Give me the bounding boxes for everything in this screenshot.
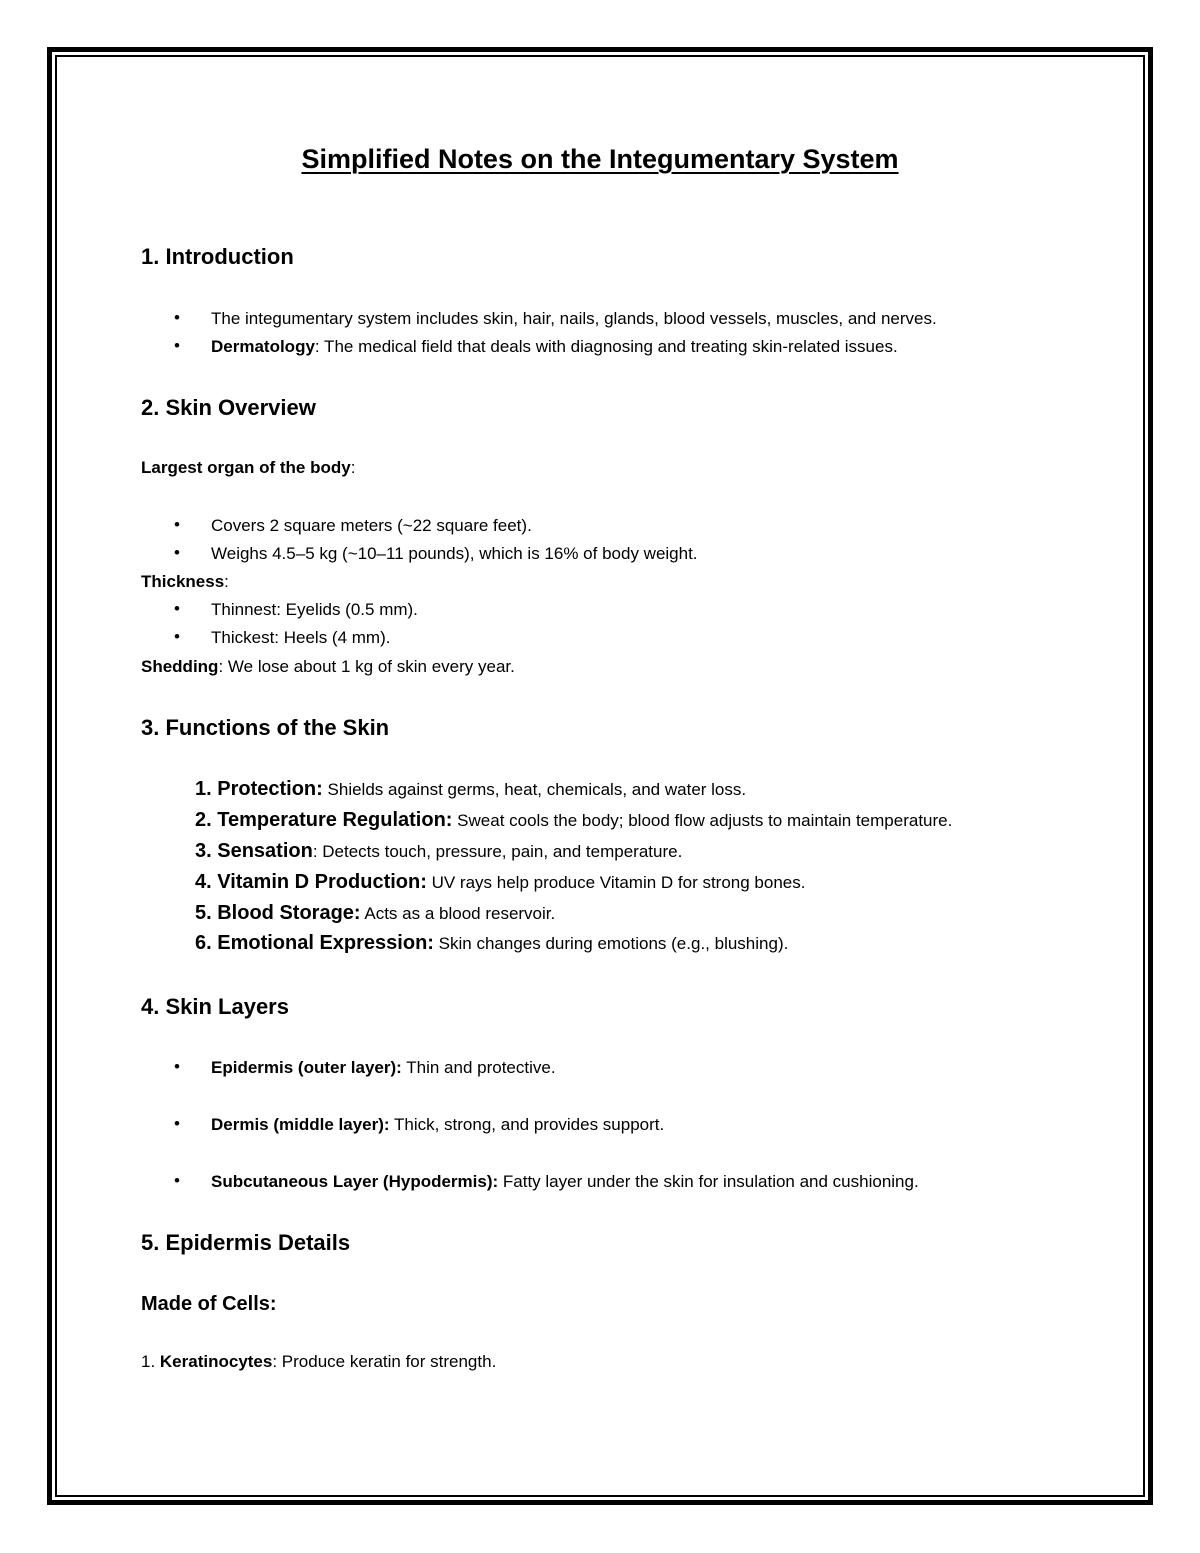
layer-bullet-dermis [211,1115,664,1135]
function-label: 2. Temperature Regulation: [195,809,453,831]
section-heading-introduction: 1. Introduction [141,244,294,269]
shedding-text: : We lose about 1 kg of skin every year. [218,657,515,676]
largest-organ-label [141,458,355,478]
bullet-icon: • [174,599,180,618]
bullet-icon: • [174,1171,180,1190]
layer-bullet-hypodermis [211,1172,919,1192]
section-heading-functions: 3. Functions of the Skin [141,715,390,740]
document-title: Simplified Notes on the Integumentary System [301,144,899,174]
function-item-protection [195,778,746,801]
largest-bullet-2: Weighs 4.5–5 kg (~10–11 pounds), which is 16% of body weight. [211,544,698,563]
layer-text: Thin and protective. [401,1058,556,1077]
layer-term: Subcutaneous Layer (Hypodermis): [211,1172,499,1191]
bullet-icon: • [174,543,180,562]
section-heading-skin-overview: 2. Skin Overview [141,395,316,420]
thickness-bullet-1: Thinnest: Eyelids (0.5 mm). [211,600,418,619]
function-item-blood-storage [195,902,555,925]
section-heading-epidermis-details: 5. Epidermis Details [141,1230,351,1255]
cell-item-keratinocytes [141,1352,496,1372]
function-label: 5. Blood Storage: [195,902,361,924]
function-text: Shields against germs, heat, chemicals, and water loss. [322,780,747,799]
bullet-icon: • [174,627,180,646]
section-heading-skin-layers: 4. Skin Layers [141,994,289,1019]
bullet-icon: • [174,308,180,327]
thickness-colon: : [224,572,229,591]
intro-bullet-2-term: Dermatology [211,337,315,356]
cell-item-term: Keratinocytes [159,1352,273,1371]
bullet-icon: • [174,1057,180,1076]
cell-item-number: 1. [141,1352,160,1371]
intro-bullet-2-text: : The medical field that deals with diagnosing and treating skin-related issues. [314,337,898,356]
layer-bullet-epidermis [211,1058,556,1078]
thickness-label [141,572,229,592]
function-label: 1. Protection: [195,778,323,800]
layer-text: Thick, strong, and provides support. [389,1115,665,1134]
function-label: 4. Vitamin D Production: [195,871,427,893]
bullet-icon: • [174,515,180,534]
layer-text: Fatty layer under the skin for insulation and cushioning. [498,1172,919,1191]
function-label: 3. Sensation [195,840,313,862]
shedding-line [141,657,515,677]
function-item-sensation [195,840,682,863]
intro-bullet-1 [211,309,937,329]
bullet-icon: • [174,336,180,355]
bullet-icon: • [174,1114,180,1133]
shedding-term: Shedding [141,657,219,676]
function-text: : Detects touch, pressure, pain, and temperature. [312,842,683,861]
layer-term: Epidermis (outer layer): [211,1058,402,1077]
page-border-inner [55,55,1145,1497]
largest-organ-term: Largest organ of the body [141,458,351,477]
largest-organ-colon: : [350,458,356,477]
cell-item-text: : Produce keratin for strength. [272,1352,497,1371]
function-text: Skin changes during emotions (e.g., blushing). [433,934,789,953]
function-text: Acts as a blood reservoir. [360,904,556,923]
function-text: Sweat cools the body; blood flow adjusts to maintain temperature. [452,811,953,830]
function-text: UV rays help produce Vitamin D for strong bones. [426,873,806,892]
intro-bullet-1-text: The integumentary system includes skin, hair, nails, glands, blood vessels, muscles, and nerves. [211,309,937,328]
layer-term: Dermis (middle layer): [211,1115,390,1134]
intro-bullet-2 [211,337,898,357]
largest-bullet-1: Covers 2 square meters (~22 square feet). [211,516,532,535]
function-item-temperature [195,809,952,832]
function-label: 6. Emotional Expression: [195,932,434,954]
made-of-cells-subheading: Made of Cells: [141,1293,277,1315]
thickness-term: Thickness [141,572,225,591]
function-item-emotional [195,932,788,955]
function-item-vitamin-d [195,871,805,894]
thickness-bullet-2: Thickest: Heels (4 mm). [211,628,391,647]
